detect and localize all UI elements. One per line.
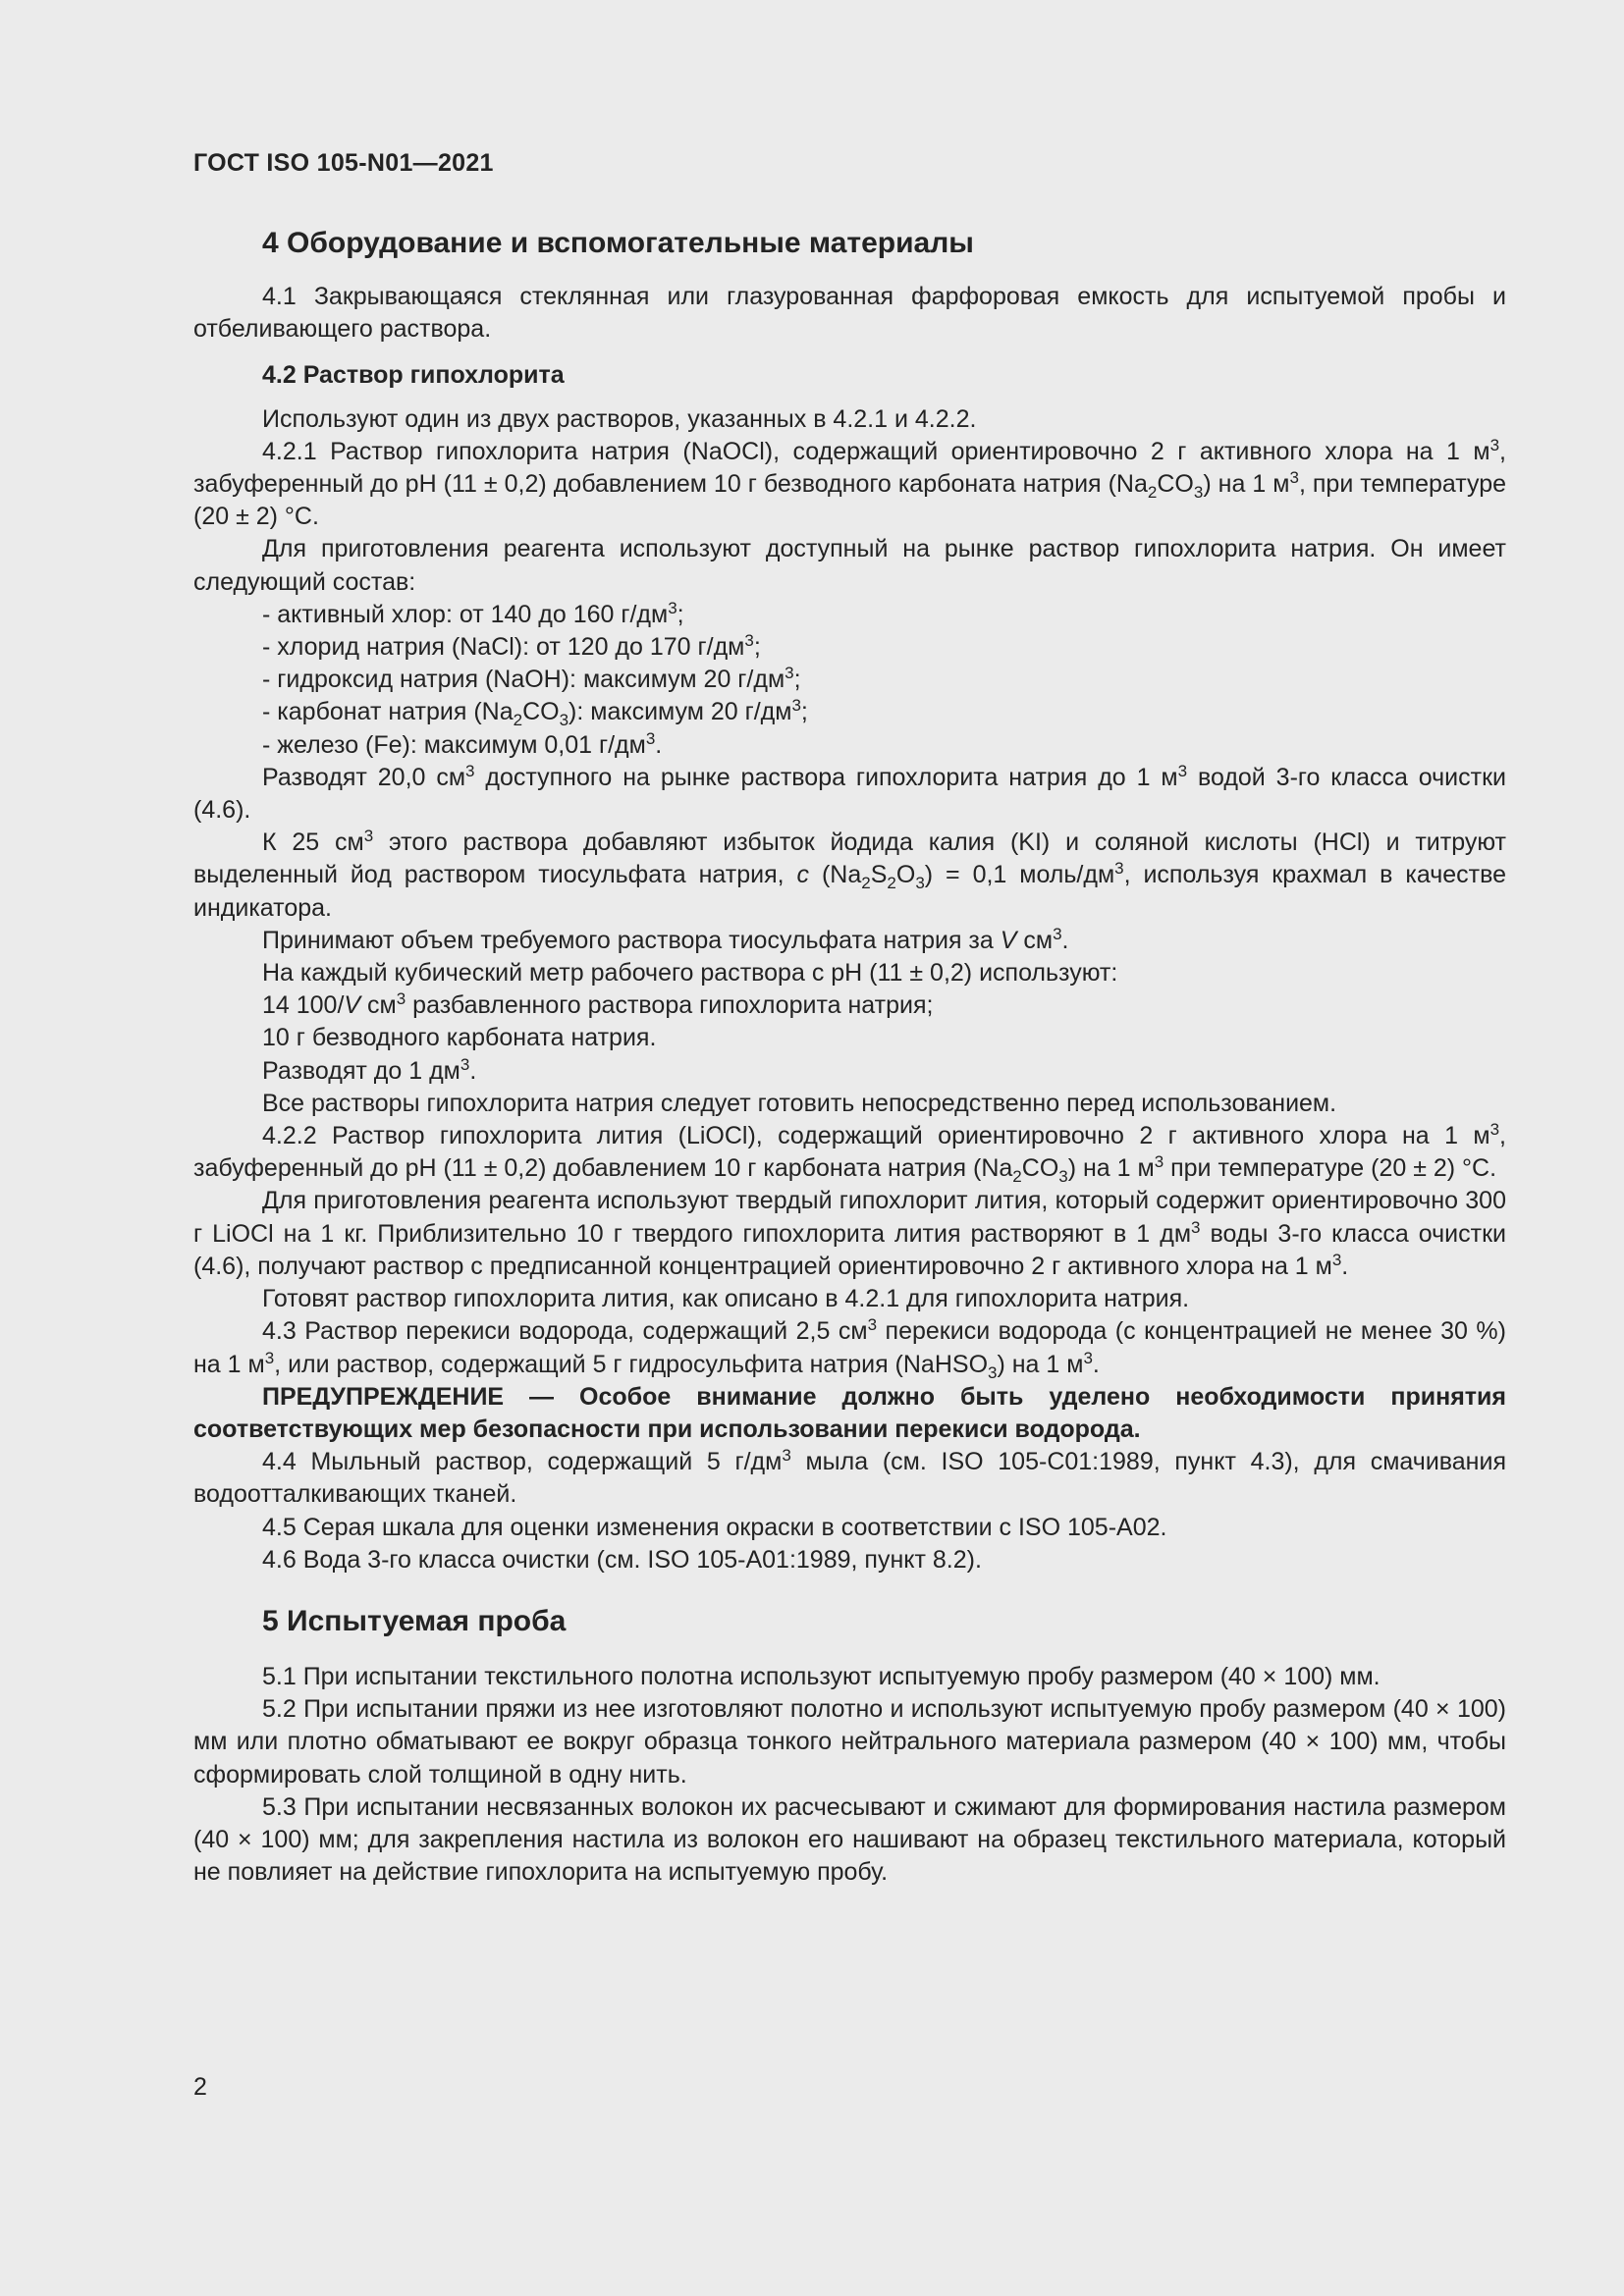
- list-item: - хлорид натрия (NaCl): от 120 до 170 $г/дм^3$;: [262, 631, 1506, 664]
- paragraph-5-1: 5.1 При испытании текстильного полотна используют испытуемую пробу размером (40 × 100) мм.: [262, 1662, 1380, 1690]
- paragraph-5-3: 5.3 При испытании несвязанных волокон их расчесывают и сжимают для формирования настила размером (40 × 100) мм; для закрепления настила из волокон его нашивают на образец текстильного материала, который не повлияет на действие гипохлорита на испытуемую пробу.: [193, 1792, 1506, 1887]
- list-item: - железо (Fe): максимум 0,01 $г/дм^3$.: [262, 729, 1506, 762]
- document-header: ГОСТ ISO 105-N01—2021: [193, 149, 494, 177]
- paragraph-10g: 10 г безводного карбоната натрия.: [262, 1024, 657, 1052]
- paragraph-4-5: 4.5 Серая шкала для оценки изменения окраски в соответствии с ISO 105-A02.: [262, 1513, 1167, 1541]
- paragraph-prep-na: Для приготовления реагента используют доступный на рынке раствор гипохлорита натрия. Он имеет следующий состав:: [193, 535, 1506, 596]
- paragraph-4-4: 4.4 Мыльный раствор, содержащий 5 $г/дм^3$ мыла (см. ISO 105-C01:1989, пункт 4.3), для смачивания водоотталкивающих тканей.: [193, 1446, 1506, 1509]
- list-item: - карбонат натрия $(Na_2CO_3)$: максимум 20 $г/дм^3$;: [262, 696, 1506, 728]
- paragraph-prep-li-2: Готовят раствор гипохлорита лития, как описано в 4.2.1 для гипохлорита натрия.: [262, 1285, 1190, 1313]
- paragraph-4-3: 4.3 Раствор перекиси водорода, содержащий 2,5 $см^3$ перекиси водорода (с концентрацией не менее 30 %) на 1 $м^3$, или раствор, содержащий 5 г гидросульфита натрия (NaHSO$_3$) на 1 $м^3$.: [193, 1315, 1506, 1382]
- page-number: 2: [193, 2073, 207, 2101]
- paragraph-accept: Принимают объем требуемого раствора тиосульфата натрия за V $см^3$.: [262, 924, 1069, 954]
- paragraph-4-2-1: 4.2.1 Раствор гипохлорита натрия (NaOCl), содержащий ориентировочно 2 г активного хлора на 1 $м^3$, забуференный до pH (11 ± 0,2) добавлением 10 г безводного карбоната натрия $(Na_2CO_3)$ на 1 $м^3$, при температуре (20 ± 2) °С.: [193, 435, 1507, 531]
- paragraph-4-1: 4.1 Закрывающаяся стеклянная или глазурованная фарфоровая емкость для испытуемой пробы и отбеливающего раствора.: [193, 283, 1506, 344]
- paragraph-4-2-2: 4.2.2 Раствор гипохлорита лития (LiOCl), содержащий ориентировочно 2 г активного хлора на 1 $м^3$, забуференный до pH (11 ± 0,2) добавлением 10 г карбоната натрия $(Na_2CO_3)$ на 1 $м^3$ при температуре (20 ± 2) °С.: [193, 1120, 1506, 1187]
- subsection-4-2-heading: 4.2 Раствор гипохлорита: [262, 361, 565, 390]
- paragraph-prep-li: Для приготовления реагента используют твердый гипохлорит лития, который содержит ориентировочно 300 г LiOCl на 1 кг. Приблизительно 10 г твердого гипохлорита лития растворяют в 1 $дм^3$ воды 3-го класса очистки (4.6), получают раствор с предписанной концентрацией ориентировочно 2 г активного хлора на 1 $м^3$.: [193, 1187, 1506, 1280]
- paragraph-titration: К 25 $см^3$ этого раствора добавляют избыток йодида калия (KI) и соляной кислоты (HCl) и титруют выделенный йод раствором тиосульфата натрия, c $(Na_2S_2O_3) = 0,1$ моль/$дм^3$, используя крахмал в качестве индикатора.: [193, 827, 1506, 922]
- list-item: - гидроксид натрия (NaOH): максимум 20 $г/дм^3$;: [262, 664, 1506, 696]
- paragraph-5-2: 5.2 При испытании пряжи из нее изготовляют полотно и используют испытуемую пробу размером (40 × 100) мм или плотно обматывают ее вокруг образца тонкого нейтрального материала размером (40 × 100) мм, чтобы сформировать слой толщиной в одну нить.: [193, 1695, 1506, 1789]
- paragraph-all: Все растворы гипохлорита натрия следует готовить непосредственно перед использованием.: [262, 1089, 1337, 1117]
- paragraph-14100: 14 100/V $см^3$ разбавленного раствора гипохлорита натрия;: [262, 989, 934, 1020]
- section-5-heading: 5 Испытуемая проба: [262, 1604, 567, 1637]
- paragraph-dilute: Разводят 20,0 $см^3$ доступного на рынке раствора гипохлорита натрия до 1 $м^3$ водой 3-го класса очистки (4.6).: [193, 761, 1506, 825]
- warning-paragraph: ПРЕДУПРЕЖДЕНИЕ — Особое внимание должно быть уделено необходимости принятия соответствующих мер безопасности при использовании перекиси водорода.: [193, 1382, 1506, 1443]
- page-body: [193, 224, 1506, 1889]
- section-4-heading: 4 Оборудование и вспомогательные материалы: [262, 227, 974, 259]
- composition-list: [193, 599, 1506, 762]
- paragraph-to1: Разводят до 1 $дм^3$.: [262, 1054, 477, 1085]
- paragraph-use: Используют один из двух растворов, указанных в 4.2.1 и 4.2.2.: [262, 404, 977, 433]
- list-item: - активный хлор: от 140 до 160 $г/дм^3$;: [262, 599, 1506, 631]
- paragraph-each: На каждый кубический метр рабочего раствора с pH (11 ± 0,2) используют:: [262, 959, 1118, 988]
- paragraph-4-6: 4.6 Вода 3-го класса очистки (см. ISO 105-A01:1989, пункт 8.2).: [262, 1545, 982, 1574]
